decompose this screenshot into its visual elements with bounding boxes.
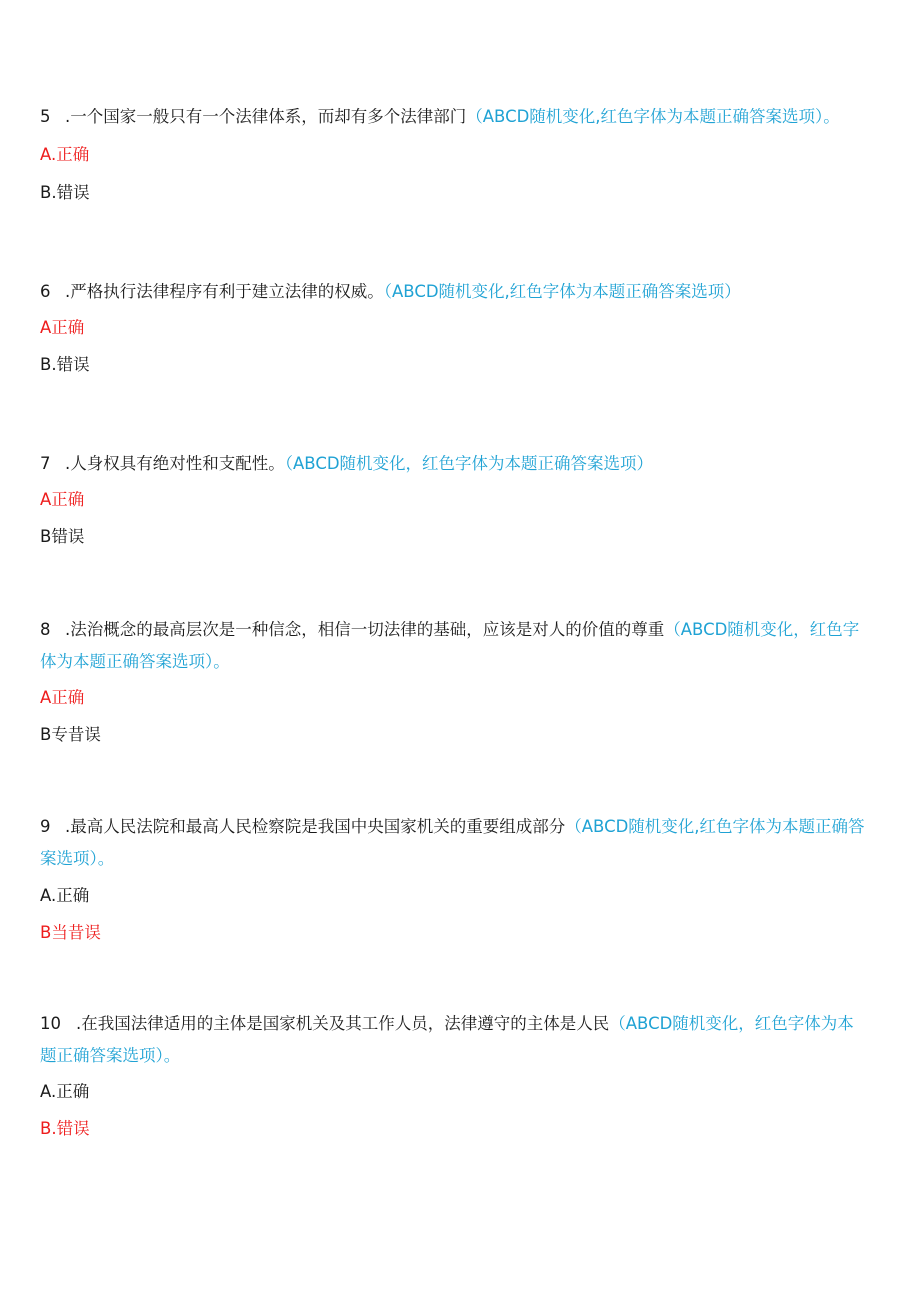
- option-b: B专昔误: [40, 725, 101, 744]
- question-stem: [40, 811, 870, 875]
- option-b: B.错误: [40, 355, 90, 374]
- question-stem: [40, 448, 870, 480]
- question-text: .最高人民法院和最高人民检察院是我国中央国家机关的重要组成部分: [65, 817, 566, 836]
- question-number: 6: [40, 282, 51, 301]
- question-6: [40, 276, 870, 374]
- question-text: .法治概念的最高层次是一种信念，相信一切法律的基础，应该是对人的价值的尊重: [65, 620, 665, 639]
- option-a: A正确: [40, 688, 85, 707]
- question-text: .在我国法律适用的主体是国家机关及其工作人员，法律遵守的主体是人民: [76, 1014, 610, 1033]
- question-text: .人身权具有绝对性和支配性。: [65, 454, 285, 473]
- option-a: A正确: [40, 318, 85, 337]
- question-number: 9: [40, 817, 51, 836]
- question-text: .严格执行法律程序有利于建立法律的权威。: [65, 282, 384, 301]
- question-8: [40, 614, 870, 744]
- question-number: 7: [40, 454, 51, 473]
- answer-note: （ABCD随机变化，红色字体为本题正确答案选项）。: [40, 620, 860, 671]
- answer-note: （ABCD随机变化,红色字体为本题正确答案选项）: [383, 282, 741, 301]
- question-number: 10: [40, 1014, 61, 1033]
- option-b: B.错误: [40, 183, 90, 202]
- answer-note: （ABCD随机变化，红色字体为本题正确答案选项）。: [40, 1014, 854, 1065]
- answer-note: （ABCD随机变化，红色字体为本题正确答案选项）: [284, 454, 654, 473]
- question-10: [40, 1008, 870, 1138]
- option-b: B当昔误: [40, 923, 101, 942]
- answer-note: （ABCD随机变化,红色字体为本题正确答案选项）。: [40, 817, 865, 868]
- question-7: [40, 448, 870, 546]
- option-a: A.正确: [40, 886, 90, 905]
- question-stem: [40, 1008, 870, 1072]
- option-a: A.正确: [40, 1082, 90, 1101]
- question-stem: [40, 101, 870, 133]
- option-a: A.正确: [40, 145, 90, 164]
- question-stem: [40, 276, 870, 308]
- option-b: B错误: [40, 527, 85, 546]
- question-5: [40, 101, 870, 202]
- question-number: 8: [40, 620, 51, 639]
- question-9: [40, 811, 870, 942]
- answer-note: （ABCD随机变化,红色字体为本题正确答案选项）。: [466, 107, 840, 126]
- option-b: B.错误: [40, 1119, 90, 1138]
- question-stem: [40, 614, 870, 678]
- option-a: A正确: [40, 490, 85, 509]
- question-number: 5: [40, 107, 51, 126]
- question-text: .一个国家一般只有一个法律体系，而却有多个法律部门: [65, 107, 467, 126]
